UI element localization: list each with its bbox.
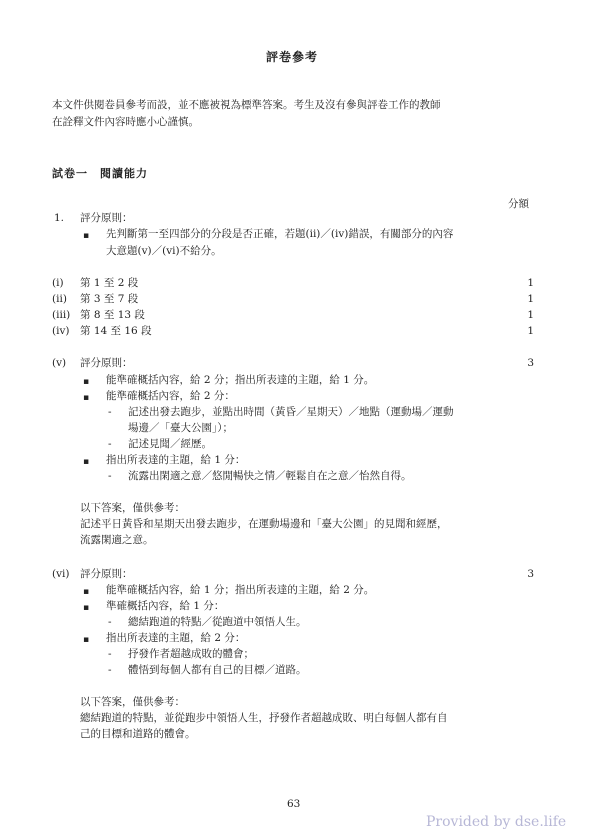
part-v-answer-line-2: 流露閑適之意。 [80, 534, 154, 546]
part-v-sub1-line-1: 記述出發去跑步，並點出時間（黃昏／星期天）／地點（運動場／運動 [128, 406, 454, 418]
part-vi-bullet-1: 能準確概括內容，給 1 分；指出所表達的主題，給 2 分。 [106, 584, 375, 596]
part-vi-principle: 評分原則： [80, 568, 133, 580]
bullet-icon: ▪ [83, 457, 90, 467]
section-heading: 試卷一 閱讀能力 [52, 167, 148, 180]
dash-icon: - [108, 648, 112, 660]
part-text: 第 3 至 7 段 [80, 293, 139, 305]
part-vi-sub2: 抒發作者超越成敗的體會； [128, 648, 254, 660]
part-label: (iii) [52, 309, 71, 321]
part-vi-label: (vi) [52, 568, 70, 580]
dash-icon: - [108, 664, 112, 676]
intro-line-2: 在詮釋文件內容時應小心謹慎。 [52, 116, 199, 128]
part-vi-answer-label: 以下答案，僅供參考： [80, 696, 185, 708]
part-v-answer-line-1: 記述平日黃昏和星期天出發去跑步，在運動場邊和「臺大公園」的見聞和經歷， [80, 518, 448, 530]
dash-icon: - [108, 406, 112, 418]
part-vi-bullet-2: 準確概括內容，給 1 分： [106, 600, 225, 612]
part-vi-sub1: 總結跑道的特點／從跑道中領悟人生。 [128, 616, 307, 628]
marks-header: 分額 [508, 198, 529, 210]
bullet-icon: ▪ [83, 231, 90, 241]
part-v-label: (v) [52, 357, 67, 369]
bullet-icon: ▪ [83, 635, 90, 645]
part-vi-mark: 3 [527, 568, 534, 580]
part-mark: 1 [527, 309, 534, 321]
bullet-icon: ▪ [83, 587, 90, 597]
part-v-bullet-2: 能準確概括內容，給 2 分： [106, 390, 235, 402]
dash-icon: - [108, 616, 112, 628]
part-text: 第 1 至 2 段 [80, 277, 139, 289]
part-mark: 1 [527, 277, 534, 289]
intro-line-1: 本文件供閱卷員參考而設，並不應被視為標準答案。考生及沒有參與評卷工作的教師 [52, 99, 441, 111]
page-title: 評卷參考 [266, 50, 319, 64]
part-label: (i) [52, 277, 64, 289]
part-vi-sub3: 體悟到每個人都有自己的目標／道路。 [128, 664, 307, 676]
part-v-principle: 評分原則： [80, 357, 133, 369]
bullet-icon: ▪ [83, 393, 90, 403]
part-label: (iv) [52, 325, 70, 337]
part-label: (ii) [52, 293, 67, 305]
part-mark: 1 [527, 293, 534, 305]
question-number: 1. [54, 212, 65, 224]
part-v-bullet-3: 指出所表達的主題，給 1 分： [106, 454, 246, 466]
watermark: Provided by dse.life [426, 814, 567, 830]
part-v-sub3: 流露出閑適之意／悠閒暢快之情／輕鬆自在之意／怡然自得。 [128, 470, 412, 482]
part-vi-answer-line-1: 總結跑道的特點，並從跑步中領悟人生，抒發作者超越成敗、明白每個人都有自 [80, 712, 448, 724]
part-v-sub1-line-2: 場邊／「臺大公園」）； [128, 422, 233, 434]
q1-principle-line-2: 大意題(v)／(vi)不給分。 [106, 245, 222, 257]
dash-icon: - [108, 438, 112, 450]
part-v-bullet-1: 能準確概括內容，給 2 分；指出所表達的主題，給 1 分。 [106, 374, 375, 386]
q1-principle-label: 評分原則： [80, 212, 133, 224]
part-mark: 1 [527, 325, 534, 337]
bullet-icon: ▪ [83, 377, 90, 387]
part-vi-answer-line-2: 己的目標和道路的體會。 [80, 728, 196, 740]
q1-principle-line-1: 先判斷第一至四部分的分段是否正確，若題(ii)／(iv)錯誤，有關部分的內容 [106, 228, 454, 240]
part-v-sub2: 記述見聞／經歷。 [128, 438, 212, 450]
bullet-icon: ▪ [83, 603, 90, 613]
part-text: 第 8 至 13 段 [80, 309, 145, 321]
part-v-mark: 3 [527, 357, 534, 369]
part-text: 第 14 至 16 段 [80, 325, 152, 337]
page-number: 63 [287, 798, 301, 810]
part-v-answer-label: 以下答案，僅供參考： [80, 502, 185, 514]
part-vi-bullet-3: 指出所表達的主題，給 2 分： [106, 632, 246, 644]
dash-icon: - [108, 470, 112, 482]
